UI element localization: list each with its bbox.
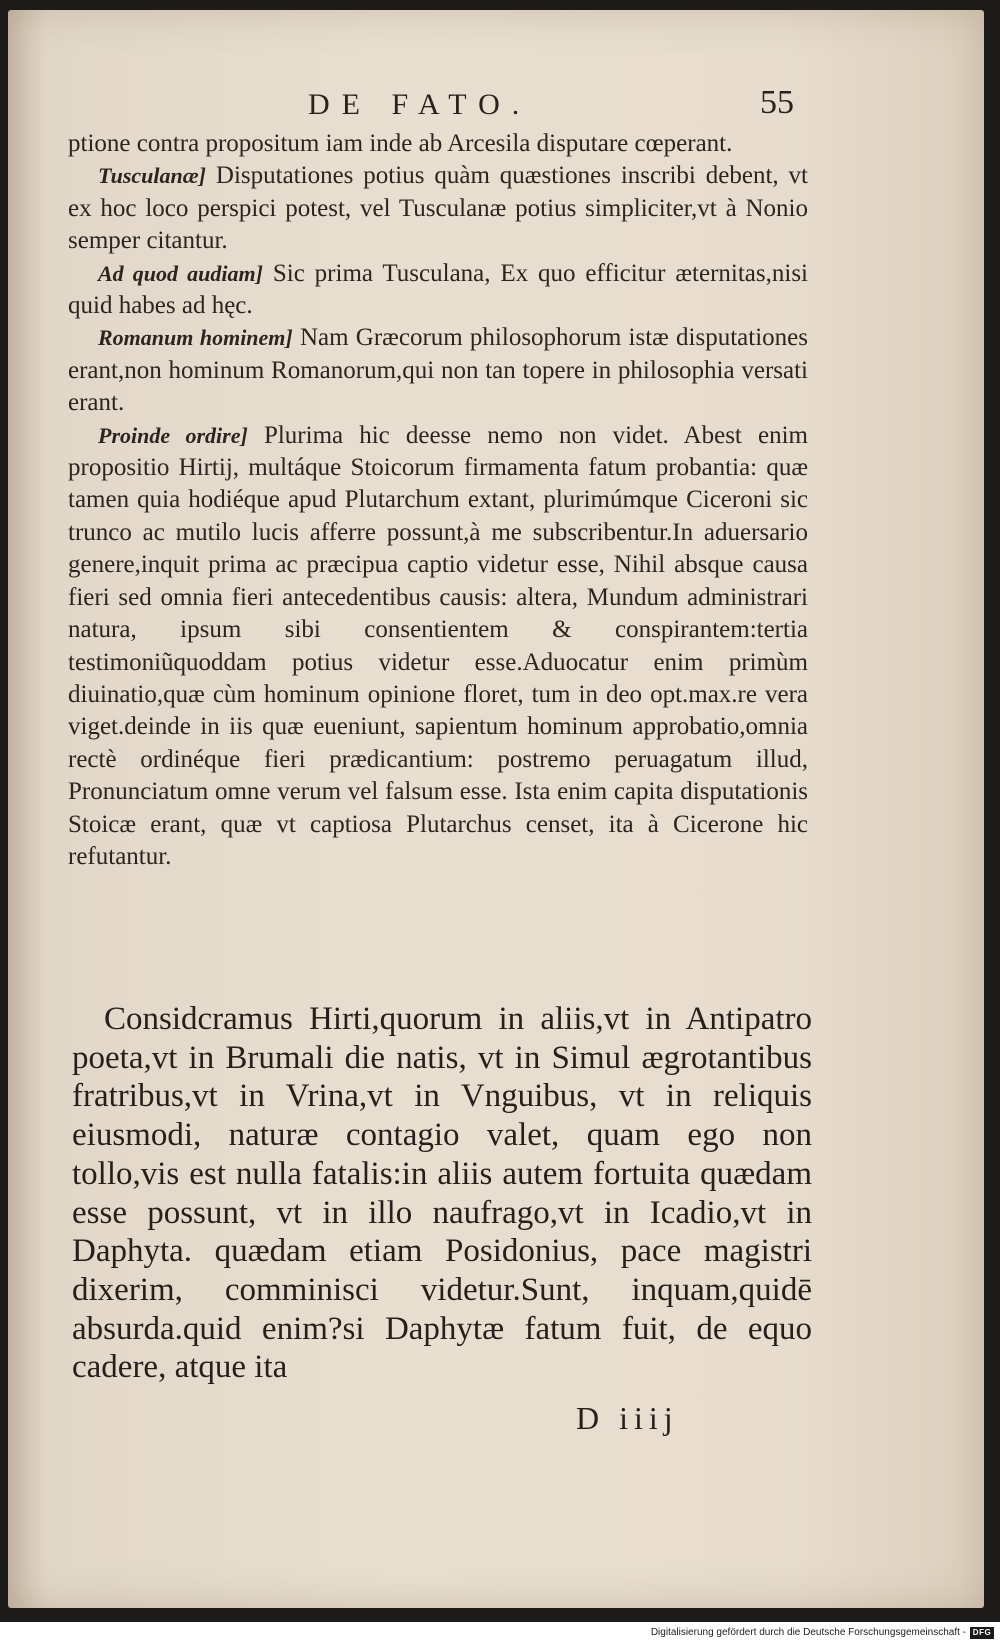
note-text: Sic prima Tusculana, Ex quo efficitur æternitas,nisi quid habes ad hęc.: [68, 259, 808, 320]
page-content: [8, 10, 984, 1608]
signature-mark: D iiij: [576, 1400, 679, 1436]
note-romanum-hominem: [68, 322, 808, 419]
book-page: [8, 10, 984, 1608]
note-lemma: Proinde ordire]: [98, 422, 248, 448]
note-continuation: ptione contra propositum iam inde ab Arcesila disputare cœperant.: [68, 130, 733, 157]
note-ad-quod-audiam: [68, 258, 808, 323]
main-text: Considcramus Hirti,quorum in aliis,vt in Antipatro poeta,vt in Brumali die natis, vt in Simul ægrotantibus fratribus,vt in Vrina,vt in Vnguibus, vt in reliquis eiusmodi, naturæ contagio valet, quam ego non tollo,vis est nulla fatalis:in aliis autem fortuita quædam esse possunt, vt in illo naufrago,vt in Icadio,vt in Daphyta. quædam etiam Posidonius, pace magistri dixerim, comminisci videtur.Sunt, inquam,quidē absurda.quid enim?si Daphytæ fatum fuit, de equo cadere, atque ita: [72, 1001, 812, 1386]
commentary-notes: [68, 128, 808, 873]
dfg-logo: DFG: [970, 1627, 994, 1639]
note-text: Plurima hic deesse nemo non videt. Abest enim propositio Hirtij, multáque Stoicorum firmamenta fatum probantia: quæ tamen quia hodiéque apud Plutarchum extant, plurimúmque Ciceroni sic trunco ac mutilo lucis afferre possunt,à me subscribentur.In aduersario genere,inquit prima ac præcipua captio videtur esse, Nihil absque causa fieri sed omnia fieri antecedentibus causis: altera, Mundum administrari natura, ipsum sibi consentientem & conspirantem:tertia testimoniũquoddam potius videtur esse.Aduocatur enim primùm diuinatio,quæ cùm hominum opinione floret, tum in deo opt.max.re vera viget.deinde in iis quæ eueniunt, sapientum hominum approbatio,omnia rectè ordinéque fieri prædicantium: postremo peruagatum illud, Pronunciatum omne verum vel falsum esse. Ista enim capita disputationis Stoicæ erant, quæ vt captiosa Plutarchus censet, ita à Cicerone hic refutantur.: [68, 421, 808, 870]
running-head: DE FATO.: [308, 88, 532, 121]
note-tusculanae: [68, 160, 808, 257]
note-lemma: Tusculanæ]: [98, 163, 206, 189]
note-lemma: Romanum hominem]: [98, 325, 293, 351]
page-number: 55: [760, 84, 794, 121]
note-text: Disputationes potius quàm quæstiones inscribi debent, vt ex hoc loco perspici potest, vel Tusculanæ potius simpliciter,vt à Nonio semper citantur.: [68, 162, 808, 255]
note-lemma: Ad quod audiam]: [98, 260, 263, 286]
note-proinde-ordire: [68, 420, 808, 874]
footer-credit: Digitalisierung gefördert durch die Deutsche Forschungsgemeinschaft -: [650, 1627, 966, 1638]
note-text: Nam Græcorum philosophorum istæ disputationes erant,non hominum Romanorum,qui non tan topere in philosophia versati erant.: [68, 324, 808, 417]
